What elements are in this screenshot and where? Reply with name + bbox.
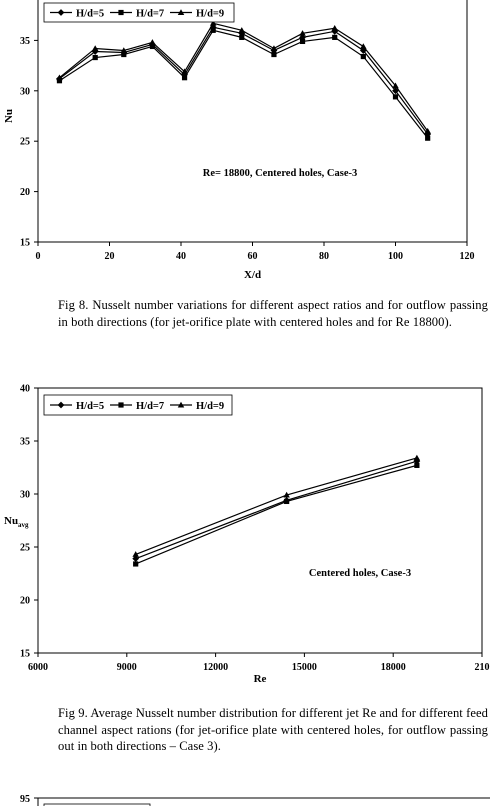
y-tick-label: 20 (20, 187, 30, 199)
legend-label: H/d=7 (136, 400, 165, 412)
x-tick-label: 20 (104, 251, 115, 262)
x-tick-label: 80 (319, 251, 329, 262)
data-point (331, 25, 338, 31)
x-axis-label: Re (253, 673, 267, 685)
data-point (149, 39, 156, 45)
y-axis-label-subscript: avg (18, 521, 29, 529)
figure-8-caption: Fig 8. Nusselt number variations for different aspect ratios and for outflow passing in both directions (for jet-orifice plate with centered holes and for Re 18800). (58, 298, 488, 329)
data-point (93, 55, 98, 60)
data-point (182, 75, 187, 80)
data-point (393, 94, 398, 99)
series-line-hd7 (59, 30, 427, 138)
legend-label: H/d=7 (136, 8, 165, 20)
figure-9-caption: Fig 9. Average Nusselt number distribution for different jet Re and for different feed channel aspect rations (for jet-orifice plate with centered holes, for outflow passing out in both directions – Case 3). (58, 706, 488, 753)
y-tick-label: 35 (20, 436, 30, 448)
data-point (300, 39, 305, 44)
data-point (332, 35, 337, 40)
y-tick-label: 20 (20, 595, 30, 607)
data-point (360, 43, 367, 49)
chart-annotation: Centered holes, Case-3 (308, 568, 412, 579)
legend-label: H/d=5 (76, 8, 105, 20)
y-tick-label: 35 (20, 35, 30, 47)
y-tick-label: 30 (20, 489, 30, 501)
x-tick-label: 9000 (116, 662, 137, 673)
data-point (414, 455, 421, 461)
legend-marker (118, 402, 123, 407)
data-point (271, 52, 276, 57)
plot-frame (38, 388, 482, 653)
data-point (425, 136, 430, 141)
x-tick-label: 120 (459, 251, 475, 262)
legend-label: H/d=9 (196, 400, 225, 412)
y-tick-label: 25 (20, 542, 30, 554)
y-axis-label: Nu (3, 108, 15, 124)
y-tick-label: 40 (20, 383, 30, 395)
legend-label: H/d=9 (196, 8, 225, 20)
series-line-hd5 (136, 461, 417, 559)
y-tick-label: 30 (20, 86, 30, 98)
x-tick-label: 15000 (291, 662, 317, 673)
x-axis-label: X/d (243, 269, 262, 281)
nusselt-vs-x-chart (0, 0, 490, 290)
x-tick-label: 18000 (380, 662, 406, 673)
y-axis-label: Nu (4, 515, 19, 527)
y-tick-label: 15 (20, 648, 30, 660)
series-line-hd7 (136, 465, 417, 564)
data-point (239, 35, 244, 40)
legend-marker (118, 10, 123, 15)
x-tick-label: 210 (474, 662, 490, 673)
y-tick-label: 25 (20, 136, 30, 148)
data-point (361, 54, 366, 59)
x-tick-label: 40 (176, 251, 186, 262)
x-tick-label: 60 (247, 251, 258, 262)
y-tick-label: 95 (20, 794, 30, 805)
data-point (284, 499, 289, 504)
avg-nusselt-vs-re-chart (0, 378, 490, 690)
data-point (414, 463, 419, 468)
data-point (271, 45, 278, 51)
chart-annotation: Re= 18800, Centered holes, Case-3 (202, 168, 358, 179)
x-tick-label: 12000 (203, 662, 229, 673)
third-chart-partial (0, 784, 490, 806)
data-point (133, 561, 138, 566)
x-tick-label: 6000 (28, 662, 48, 673)
data-point (211, 28, 216, 33)
y-tick-label: 15 (20, 237, 30, 249)
x-tick-label: 100 (388, 251, 403, 262)
legend-label: H/d=5 (76, 400, 105, 412)
x-tick-label: 0 (35, 251, 41, 262)
series-line-hd5 (59, 27, 427, 134)
